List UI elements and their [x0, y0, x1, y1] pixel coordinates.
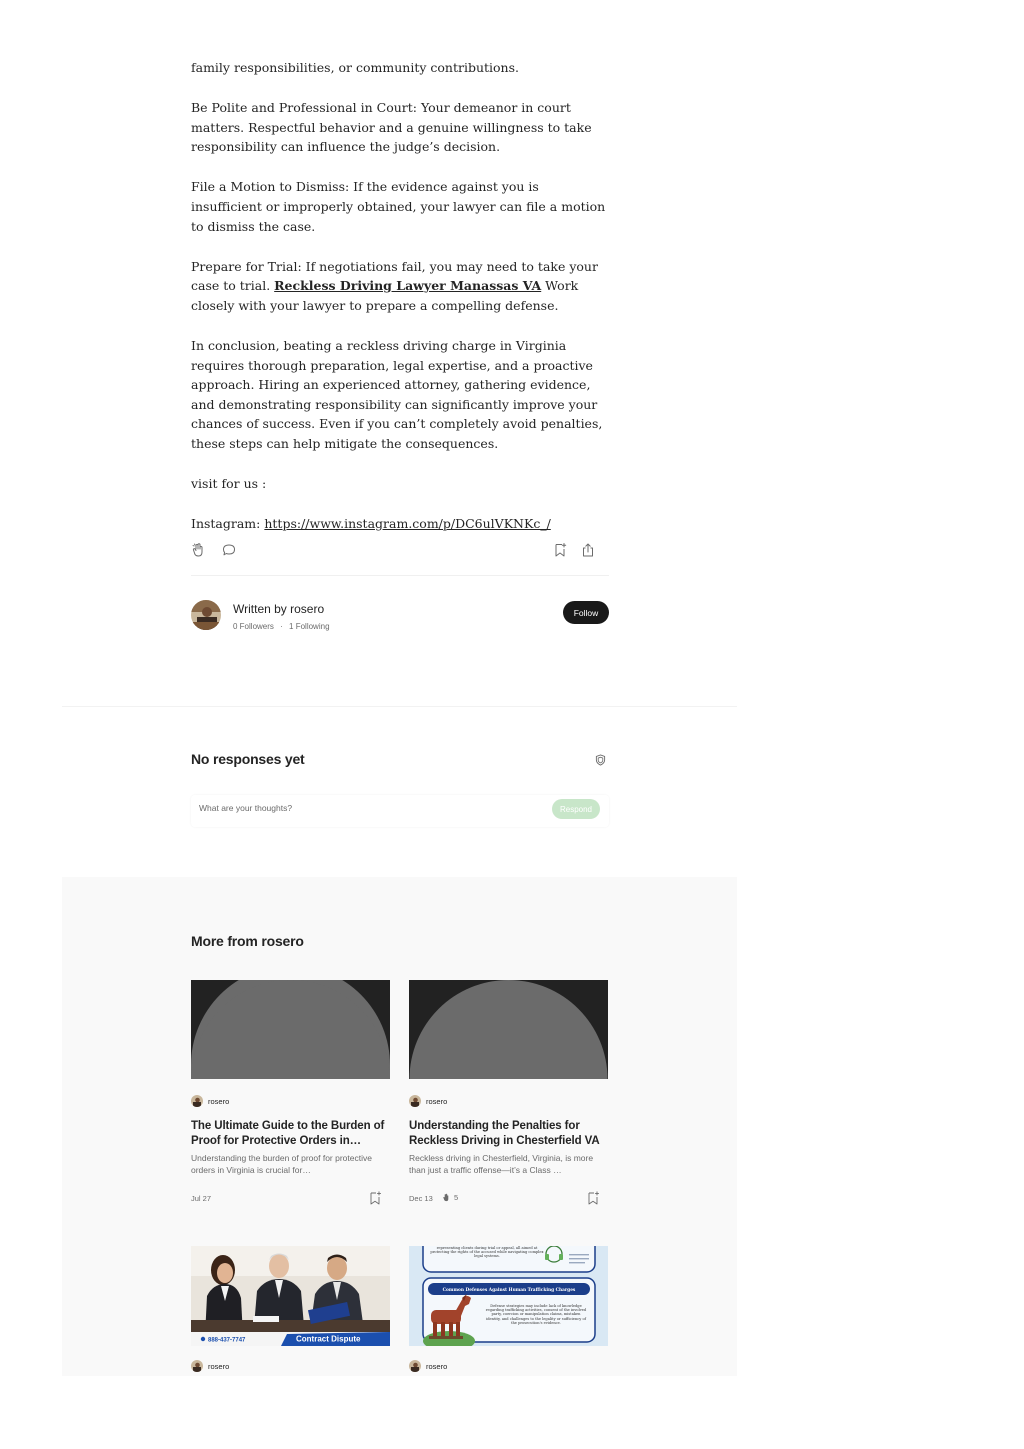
infographic-top-text: representing clients during trial or appeal, all aimed at protecting the rights of the accused while navigating complex legal systems.	[430, 1246, 544, 1258]
card-author[interactable]	[409, 1360, 447, 1372]
response-input[interactable]	[199, 803, 539, 813]
infographic-header: Common Defenses Against Human Trafficking Charges	[442, 1288, 576, 1293]
more-title: More from rosero	[191, 933, 304, 949]
card-author[interactable]	[191, 1360, 229, 1372]
office-meeting-image	[191, 1246, 390, 1346]
avatar	[191, 1095, 203, 1107]
card-title[interactable]: Understanding the Penalties for Reckless Driving in Chesterfield VA	[409, 1120, 600, 1147]
phone-number: 888-437-7747	[208, 1337, 246, 1344]
paragraph: File a Motion to Dismiss: If the evidence against you is insufficient or improperly obtained, your lawyer can file a motion to dismiss the case.	[191, 179, 606, 234]
divider	[191, 575, 609, 576]
thumbnail-image	[409, 980, 608, 1079]
author-name: rosero	[426, 1361, 448, 1371]
article-body	[191, 58, 609, 554]
responses-title: No responses yet	[191, 751, 305, 767]
story-thumbnail[interactable]	[409, 980, 608, 1079]
card-author[interactable]	[409, 1095, 447, 1107]
card-date: Jul 27	[191, 1194, 212, 1203]
response-box	[191, 795, 609, 827]
clap-number: 5	[454, 1193, 459, 1202]
comment-icon[interactable]	[221, 542, 237, 558]
card-subtitle[interactable]: Reckless driving in Chesterfield, Virginia, is more than just a traffic offense—it’s a Class …	[409, 1153, 594, 1175]
author-name: rosero	[208, 1361, 230, 1371]
paragraph-label: Instagram:	[191, 516, 265, 532]
separator: ·	[280, 622, 283, 631]
paragraph: family responsibilities, or community contributions.	[191, 60, 519, 75]
story-thumbnail[interactable]	[191, 1246, 390, 1346]
thumbnail-image	[191, 980, 390, 1079]
share-icon[interactable]	[580, 542, 596, 558]
infographic-image	[409, 1246, 608, 1346]
clap-icon	[442, 1193, 451, 1202]
paragraph	[191, 257, 609, 316]
paragraph-text: Work closely with your lawyer to prepare a compelling defense.	[191, 278, 579, 313]
bookmark-icon[interactable]	[369, 1191, 381, 1205]
paragraph: Be Polite and Professional in Court: Your demeanor in court matters. Respectful behavior and a genuine willingness to take responsibility can influence the judge’s decision.	[191, 100, 592, 155]
more-from-author	[62, 877, 737, 1376]
instagram-link[interactable]: https://www.instagram.com/p/DC6ulVKNKc_/	[264, 516, 551, 532]
author-section	[191, 600, 609, 634]
followers-count[interactable]: 0 Followers	[233, 622, 274, 631]
article-actions	[191, 540, 609, 562]
follow-button[interactable]: Follow	[563, 601, 609, 624]
paragraph	[191, 514, 609, 534]
article-link[interactable]: Reckless Driving Lawyer Manassas VA	[274, 278, 542, 294]
author-name: rosero	[426, 1096, 448, 1106]
written-by[interactable]: Written by rosero	[233, 602, 325, 616]
clap-count	[442, 1193, 458, 1202]
paragraph-text: Prepare for Trial: If negotiations fail, you may need to take your case to trial.	[191, 258, 598, 294]
infographic-body: Defense strategies may include lack of knowledge regarding trafficking activities, consent of the involved party, coercion or manipulation claims, mistaken identity, and challenges to the legality or sufficiency of the prosecution's evidence.	[485, 1304, 587, 1325]
follow-stats	[233, 622, 330, 631]
story-card[interactable]	[409, 1246, 608, 1376]
card-title[interactable]: The Ultimate Guide to the Burden of Proof for Protective Orders in…	[191, 1120, 385, 1147]
shield-icon[interactable]	[595, 754, 606, 766]
author-avatar[interactable]	[191, 600, 221, 630]
respond-button[interactable]: Respond	[552, 799, 600, 819]
responses-section	[191, 751, 609, 814]
avatar-image	[191, 600, 221, 630]
divider	[62, 706, 737, 707]
story-thumbnail[interactable]	[409, 1246, 608, 1346]
card-subtitle[interactable]: Understanding the burden of proof for protective orders in Virginia is crucial for…	[191, 1153, 372, 1175]
paragraph: In conclusion, beating a reckless driving charge in Virginia requires thorough preparation, legal expertise, and a proactive approach. Hiring an experienced attorney, gathering evidence, and demonstrating responsibility can significantly improve your chances of success. Even if you can’t completely avoid penalties, these steps can help mitigate the consequences.	[191, 337, 603, 451]
story-card[interactable]	[409, 980, 608, 1220]
card-date: Dec 13	[409, 1194, 433, 1203]
avatar	[409, 1095, 421, 1107]
avatar	[409, 1360, 421, 1372]
story-card[interactable]	[191, 980, 390, 1220]
bookmark-icon[interactable]	[587, 1191, 599, 1205]
banner-text: Contract Dispute	[296, 1334, 361, 1344]
following-count[interactable]: 1 Following	[289, 622, 330, 631]
clap-icon[interactable]	[191, 542, 207, 558]
author-name: rosero	[208, 1096, 230, 1106]
paragraph: visit for us :	[191, 476, 267, 491]
avatar	[191, 1360, 203, 1372]
bookmark-icon[interactable]	[552, 542, 568, 558]
story-card[interactable]	[191, 1246, 390, 1376]
card-author[interactable]	[191, 1095, 229, 1107]
story-thumbnail[interactable]	[191, 980, 390, 1079]
